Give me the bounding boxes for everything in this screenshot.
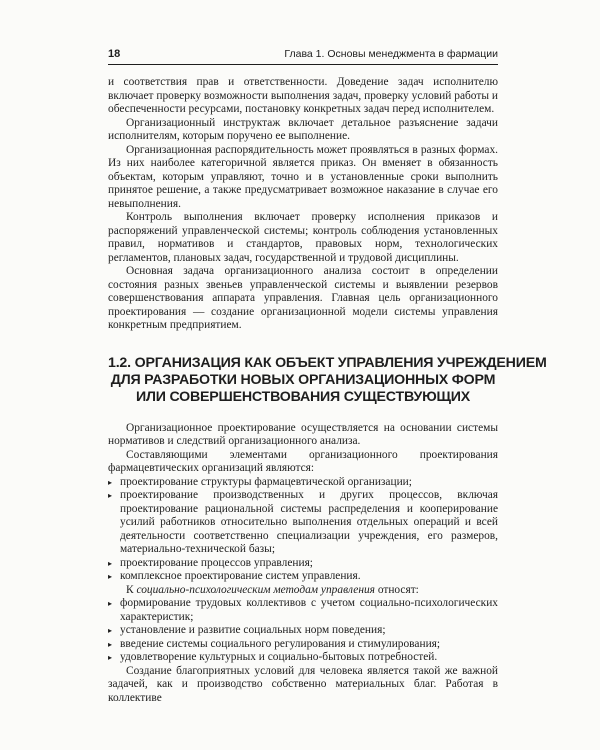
list-item-text: удовлетворение культурных и социально-бытовых потребностей.	[120, 651, 438, 663]
body-text	[108, 76, 547, 705]
list-item	[108, 638, 498, 652]
list-item-text: проектирование структуры фармацевтической организации;	[120, 475, 412, 488]
list-lead-prefix: К	[126, 583, 137, 596]
bullet-arrow-icon: ▸	[108, 491, 113, 500]
list-item	[108, 651, 498, 665]
section-heading	[108, 354, 547, 406]
list-item-text: формирование трудовых коллективов с учетом социально-психологических характеристик;	[120, 597, 498, 623]
paragraph: Организационный инструктаж включает детальное разъяснение задачи исполнителям, которым поручено ее выполнение.	[108, 116, 498, 142]
list-item	[108, 624, 498, 638]
bullet-arrow-icon: ▸	[108, 639, 113, 649]
section-heading-line: ДЛЯ РАЗРАБОТКИ НОВЫХ ОРГАНИЗАЦИОННЫХ ФОРМ	[110, 371, 496, 388]
paragraph: Организационное проектирование осуществляется на основании системы нормативов и следствий организационного анализа.	[108, 421, 498, 447]
list-item	[108, 597, 498, 624]
list-item-text: комплексное проектирование систем управления.	[120, 570, 361, 582]
list-item	[108, 570, 498, 584]
list-item	[108, 557, 498, 571]
list-item	[108, 476, 498, 490]
list-lead	[108, 584, 498, 598]
list-item-text: установление и развитие социальных норм поведения;	[120, 624, 386, 636]
chapter-title: Глава 1. Основы менеджмента в фармации	[284, 48, 498, 60]
bullet-arrow-icon: ▸	[108, 599, 113, 608]
paragraph: Основная задача организационного анализа состоит в определении состояния разных звеньев управленческой системы и выявлении резервов совершенствования аппарата управления. Главная цель организационного проектирования — создание организационной модели системы управления конкретным предприятием.	[108, 265, 498, 331]
list-item-text: проектирование процессов управления;	[120, 556, 313, 569]
list-item-text: проектирование производственных и других процессов, включая проектирование рациональной системы распределения и кооперирование усилий работников относительно выполнения отдельных операций и всей деятельности соответственно специализации учреждения, его размеров, материально-технической базы;	[120, 489, 498, 555]
bullet-arrow-icon: ▸	[108, 477, 113, 487]
page-number: 18	[108, 48, 121, 60]
paragraph-continuation: и соответствия прав и ответственности. Доведение задач исполнителю включает проверку возможности выполнения задач, проверку условий работы и обеспеченности ресурсами, постановку конкретных задач перед исполнителем.	[108, 76, 498, 115]
bullet-list-social-methods	[108, 597, 498, 665]
paragraph: Контроль выполнения включает проверку исполнения приказов и распоряжений управленческой системы; контроль соблюдения установленных правил, нормативов и стандартов, правовых норм, технологических регламентов, плановых задач, государственной и трудовой дисциплины.	[108, 211, 498, 264]
bullet-arrow-icon: ▸	[108, 572, 113, 581]
paragraph: Создание благоприятных условий для человека является такой же важной задачей, как и производство собственно материальных благ. Работая в коллективе	[108, 664, 498, 704]
bullet-arrow-icon: ▸	[108, 653, 113, 662]
running-header	[108, 44, 498, 65]
section-heading-line: ИЛИ СОВЕРШЕНСТВОВАНИЯ СУЩЕСТВУЮЩИХ	[135, 388, 471, 405]
section-heading-line: 1.2. ОРГАНИЗАЦИЯ КАК ОБЪЕКТ УПРАВЛЕНИЯ УЧРЕЖДЕНИЕМ	[108, 354, 547, 371]
list-lead: Составляющими элементами организационного проектирования фармацевтических организаций являются:	[108, 448, 498, 474]
bullet-arrow-icon: ▸	[108, 626, 113, 635]
list-lead-emphasis: социально-психологическим методам управления	[136, 583, 375, 596]
bullet-arrow-icon: ▸	[108, 558, 113, 568]
list-lead-suffix: относят:	[374, 583, 419, 596]
list-item	[108, 489, 498, 557]
bullet-list-design-elements	[108, 476, 498, 584]
paragraph: Организационная распорядительность может проявляться в разных формах. Из них наиболее категоричной является приказ. Он вменяет в обязанность объектам, которым управляют, точно и в установленные сроки выполнить принятое решение, а также предусматривает возможное наказание в случае его невыполнения.	[108, 143, 498, 210]
list-item-text: введение системы социального регулирования и стимулирования;	[120, 637, 441, 650]
